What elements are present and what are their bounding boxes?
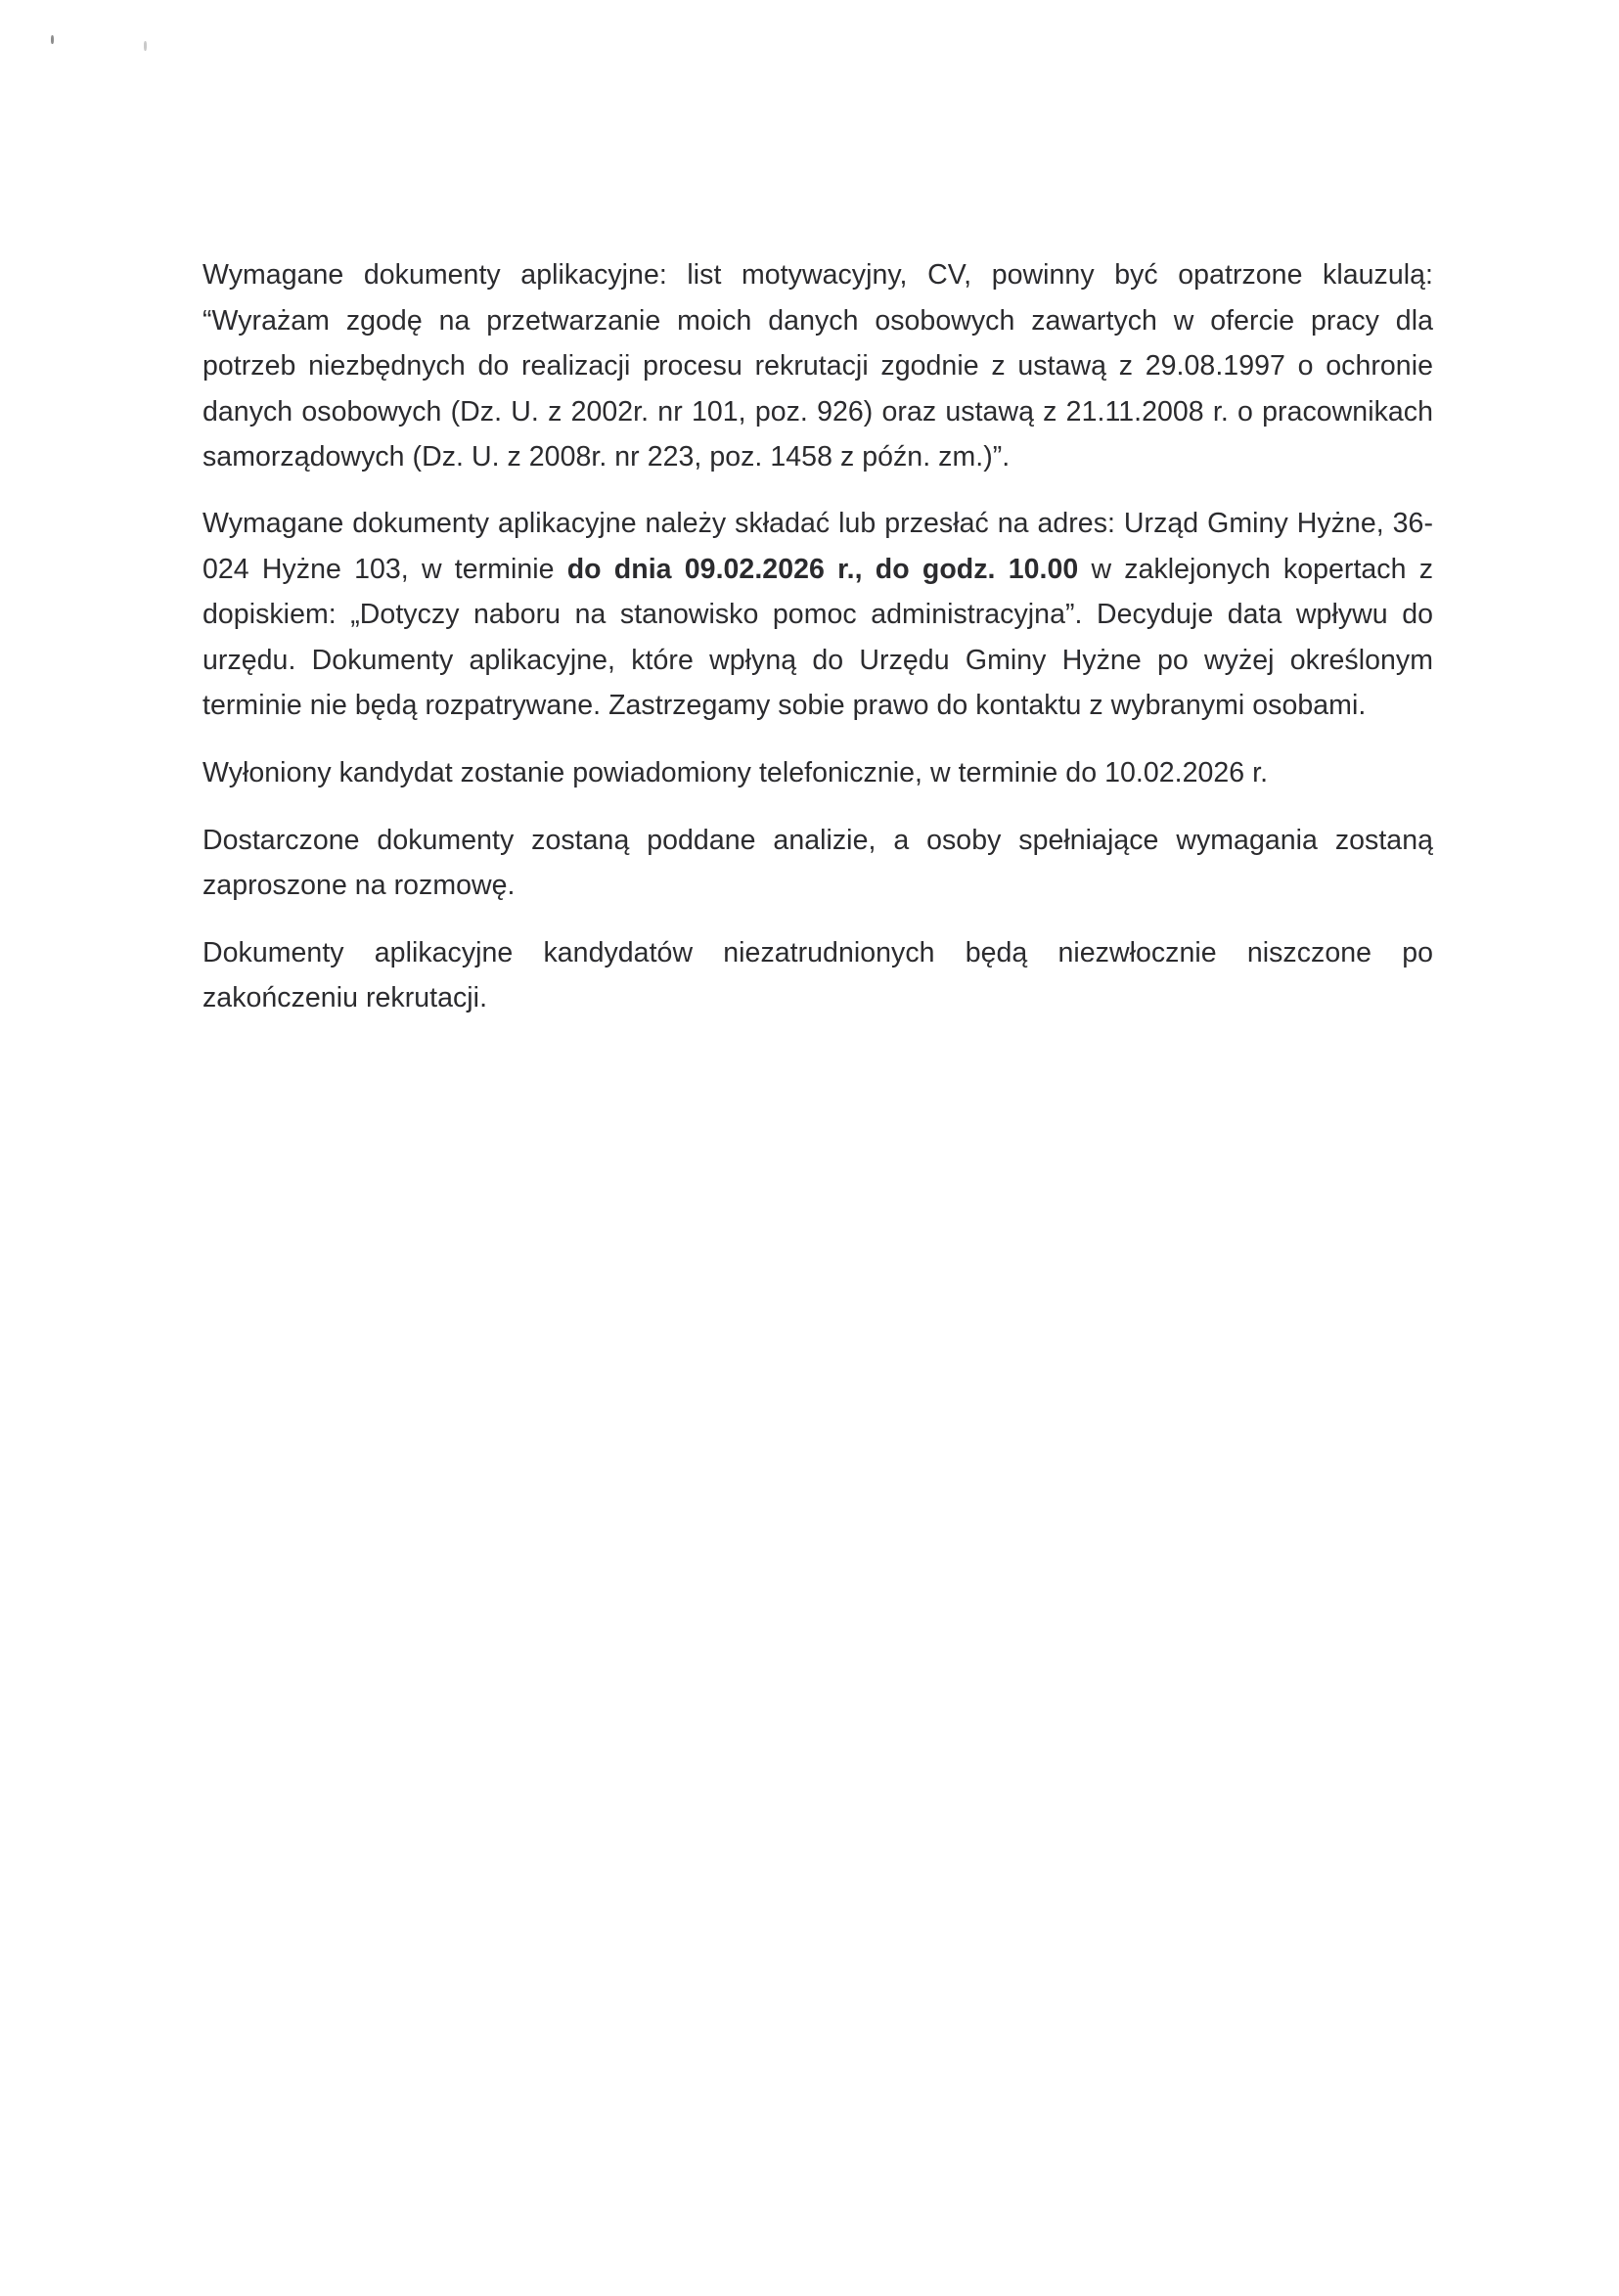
paragraph-required-documents-clause: Wymagane dokumenty aplikacyjne: list motywacyjny, CV, powinny być opatrzone klauzulą: “Wyrażam zgodę na przetwarzanie moich danych osobowych zawartych w ofercie pracy dla potrzeb niezbędnych do realizacji procesu rekrutacji zgodnie z ustawą z 29.08.1997 o ochronie danych osobowych (Dz. U. z 2002r. nr 101, poz. 926) oraz ustawą z 21.11.2008 r. o pracownikach samorządowych (Dz. U. z 2008r. nr 223, poz. 1458 z późn. zm.)”. — [202, 259, 1433, 473]
paragraph-document-destruction: Dokumenty aplikacyjne kandydatów niezatrudnionych będą niezwłocznie niszczone po zakończeniu rekrutacji. — [202, 936, 1433, 1014]
paragraph-document-analysis: Dostarczone dokumenty zostaną poddane analizie, a osoby spełniające wymagania zostaną zaproszone na rozmowę. — [202, 824, 1433, 902]
paragraph-submission-address-and-deadline — [202, 501, 1433, 729]
submission-deadline-bold: do dnia 09.02.2026 r., do godz. 10.00 — [566, 553, 1079, 585]
scan-artifact-speck — [51, 35, 54, 44]
paragraph-submission-text-after-deadline: w zaklejonych kopertach z dopiskiem: „Dotyczy naboru na stanowisko pomoc administracyjna”. Decyduje data wpływu do urzędu. Dokumenty aplikacyjne, które wpłyną do Urzędu Gminy Hyżne po wyżej określonym terminie nie będą rozpatrywane. Zastrzegamy sobie prawo do kontaktu z wybranymi osobami. — [202, 553, 1433, 722]
document-body — [202, 252, 1433, 1021]
paragraph-submission-text-before-deadline: Wymagane dokumenty aplikacyjne należy składać lub przesłać na adres: Urząd Gminy Hyżne, 36-024 Hyżne 103, w terminie — [202, 507, 1433, 585]
scan-artifact-speck — [144, 41, 147, 51]
paragraph-candidate-notification: Wyłoniony kandydat zostanie powiadomiony telefonicznie, w terminie do 10.02.2026 r. — [202, 756, 1269, 788]
